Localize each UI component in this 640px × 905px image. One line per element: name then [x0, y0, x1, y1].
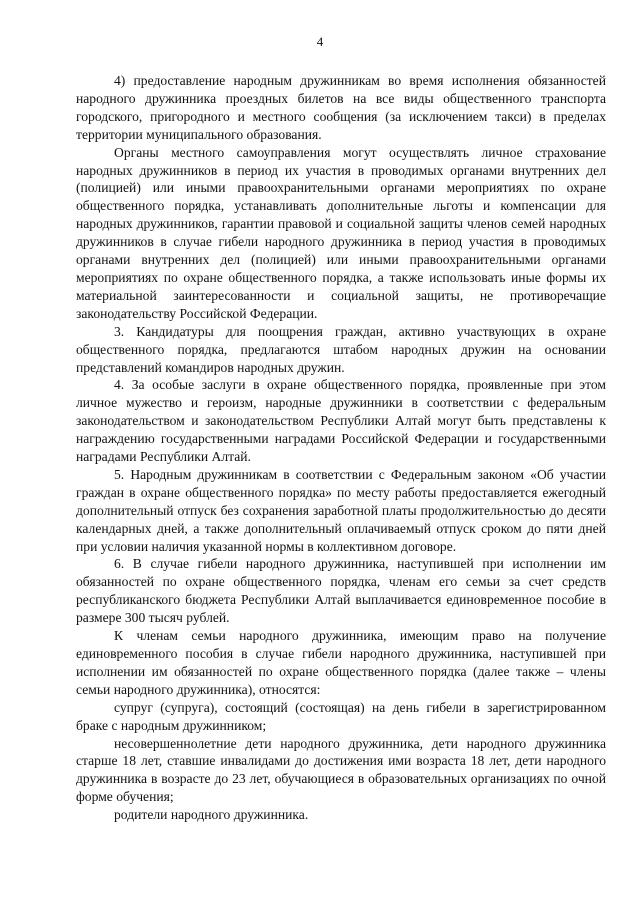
paragraph-5-leave: 5. Народным дружинникам в соответствии с Федеральным законом «Об участии граждан в охране общественного порядка» по месту работы предоставляется ежегодный дополнительный отпуск без сохранения заработной платы продолжительностью до десяти календарных дней, а также дополнительный оплачиваемый отпуск сроком до пяти дней при условии наличия указанной нормы в коллективном договоре. [76, 466, 606, 554]
paragraph-3-candidates: 3. Кандидатуры для поощрения граждан, активно участвующих в охране общественного порядка, предлагаются штабом народных дружин на основании представлений командиров народных дружин. [76, 323, 606, 375]
paragraph-item-4: 4) предоставление народным дружинникам во время исполнения обязанностей народного дружинника проездных билетов на все виды общественного транспорта городского, пригородного и местного сообщения (за исключением такси) в пределах территории муниципального образования. [76, 73, 606, 142]
paragraph-6-death-benefit: 6. В случае гибели народного дружинника, наступившей при исполнении им обязанностей по охране общественного порядка, членам его семьи за счет средств республиканского бюджета Республики Алтай выплачивается единовременное пособие в размере 300 тысяч рублей. [76, 556, 606, 626]
list-item-children: несовершеннолетние дети народного дружинника, дети народного дружинника старше 18 лет, ставшие инвалидами до достижения ими возраста 18 лет, дети народного дружинника в возрасте до 23 лет, обучающиеся в образовательных организациях по очной форме обучения; [76, 735, 606, 805]
paragraph-family-members: К членам семьи народного дружинника, имеющим право на получение единовременного пособия в случае гибели народного дружинника, наступившей при исполнении им обязанностей по охране общественного порядка (далее также – члены семьи народного дружинника), относятся: [76, 628, 606, 697]
page-number: 4 [316, 34, 324, 49]
document-body [76, 72, 606, 824]
paragraph-4-state-awards: 4. За особые заслуги в охране общественного порядка, проявленные при этом личное мужество и героизм, народные дружинники в соответствии с федеральным законодательством и законодательством Республики Алтай могут быть представлены к награждению государственными наградами Российской Федерации и государственными наградами Республики Алтай. [76, 377, 606, 465]
list-item-spouse: супруг (супруга), состоящий (состоящая) на день гибели в зарегистрированном браке с народным дружинником; [76, 699, 606, 733]
paragraph-local-government-insurance: Органы местного самоуправления могут осуществлять личное страхование народных дружинников в период их участия в проводимых органами внутренних дел (полицией) или иными правоохранительными органами мероприятиях по охране общественного порядка, устанавливать дополнительные льготы и компенсации для народных дружинников, гарантии правовой и социальной защиты членов семей народных дружинников в случае гибели народного дружинника в период участия в проводимых органами внутренних дел (полицией) или иными правоохранительными органами мероприятиях по охране общественного порядка, а также использовать иные формы их материальной заинтересованности и социальной защиты, не противоречащие законодательству Российской Федерации. [76, 144, 606, 321]
list-item-parents: родители народного дружинника. [114, 807, 309, 823]
